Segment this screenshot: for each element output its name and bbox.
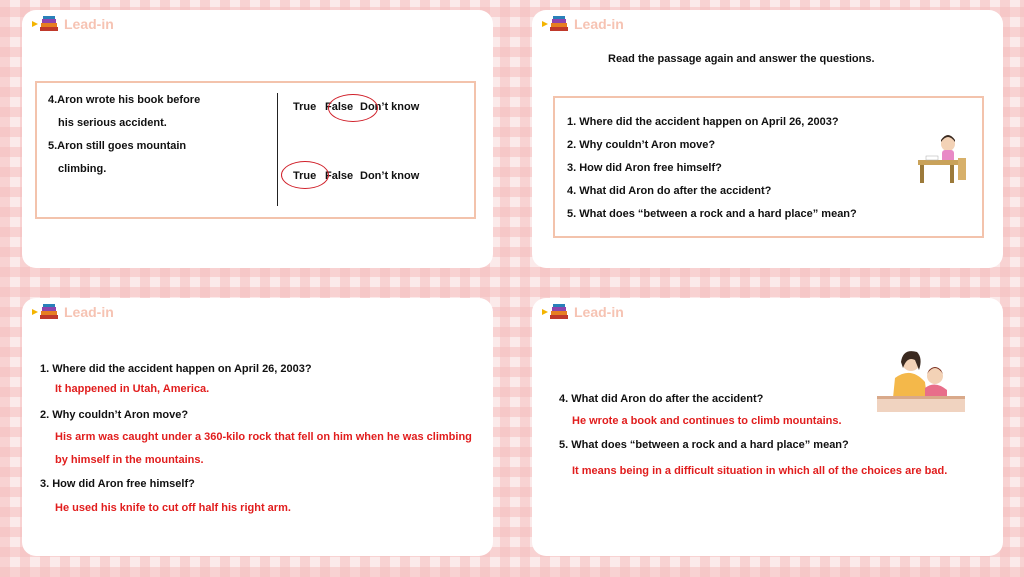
answer-circle-4: [328, 94, 378, 122]
answer-1: It happened in Utah, America.: [55, 383, 210, 395]
slide-header: [542, 14, 624, 34]
question-4: 4. What did Aron do after the accident?: [559, 393, 764, 405]
statement-5-line1: 5.Aron still goes mountain: [48, 140, 187, 152]
slide-header: [32, 14, 114, 34]
slide-3: [22, 298, 493, 556]
header-title: Lead-in: [574, 304, 624, 320]
slide-1: [22, 10, 493, 268]
header-title: Lead-in: [64, 304, 114, 320]
instruction-text: Read the passage again and answer the questions.: [608, 53, 875, 65]
divider-line: [277, 93, 278, 206]
question-3: 3. How did Aron free himself?: [40, 478, 195, 490]
question-1: 1. Where did the accident happen on April 26, 2003?: [40, 363, 312, 375]
books-icon: [32, 303, 60, 321]
question-5: 5. What does “between a rock and a hard place” mean?: [559, 439, 849, 451]
question-3: 3. How did Aron free himself?: [567, 162, 722, 174]
statement-4-line1: 4.Aron wrote his book before: [48, 94, 201, 106]
option-dontknow-4: Don’t know: [360, 101, 420, 113]
option-dontknow-5: Don’t know: [360, 170, 420, 182]
slide-header: [32, 302, 114, 322]
header-title: Lead-in: [574, 16, 624, 32]
slide-4: [532, 298, 1003, 556]
slide-2: [532, 10, 1003, 268]
mother-child-illustration: [877, 348, 965, 412]
statement-4-line2: his serious accident.: [58, 117, 167, 129]
slide-header: [542, 302, 624, 322]
books-icon: [542, 303, 570, 321]
answer-2-line2: by himself in the mountains.: [55, 454, 204, 466]
answer-5: It means being in a difficult situation in which all of the choices are bad.: [572, 465, 948, 477]
books-icon: [542, 15, 570, 33]
question-1: 1. Where did the accident happen on April 26, 2003?: [567, 116, 839, 128]
answer-2-line1: His arm was caught under a 360-kilo rock that fell on him when he was climbing: [55, 431, 472, 443]
option-true-4: True: [293, 101, 317, 113]
question-5: 5. What does “between a rock and a hard place” mean?: [567, 208, 857, 220]
question-2: 2. Why couldn’t Aron move?: [567, 139, 716, 151]
header-title: Lead-in: [64, 16, 114, 32]
question-2: 2. Why couldn’t Aron move?: [40, 409, 189, 421]
answer-3: He used his knife to cut off half his right arm.: [55, 502, 291, 514]
option-false-5: False: [325, 170, 354, 182]
option-true-5: True: [293, 170, 317, 182]
student-desk-illustration: [914, 130, 970, 186]
answer-4: He wrote a book and continues to climb mountains.: [572, 415, 842, 427]
option-false-4: False: [325, 101, 354, 113]
books-icon: [32, 15, 60, 33]
statement-5-line2: climbing.: [58, 163, 107, 175]
answer-circle-5: [281, 161, 329, 189]
question-4: 4. What did Aron do after the accident?: [567, 185, 772, 197]
